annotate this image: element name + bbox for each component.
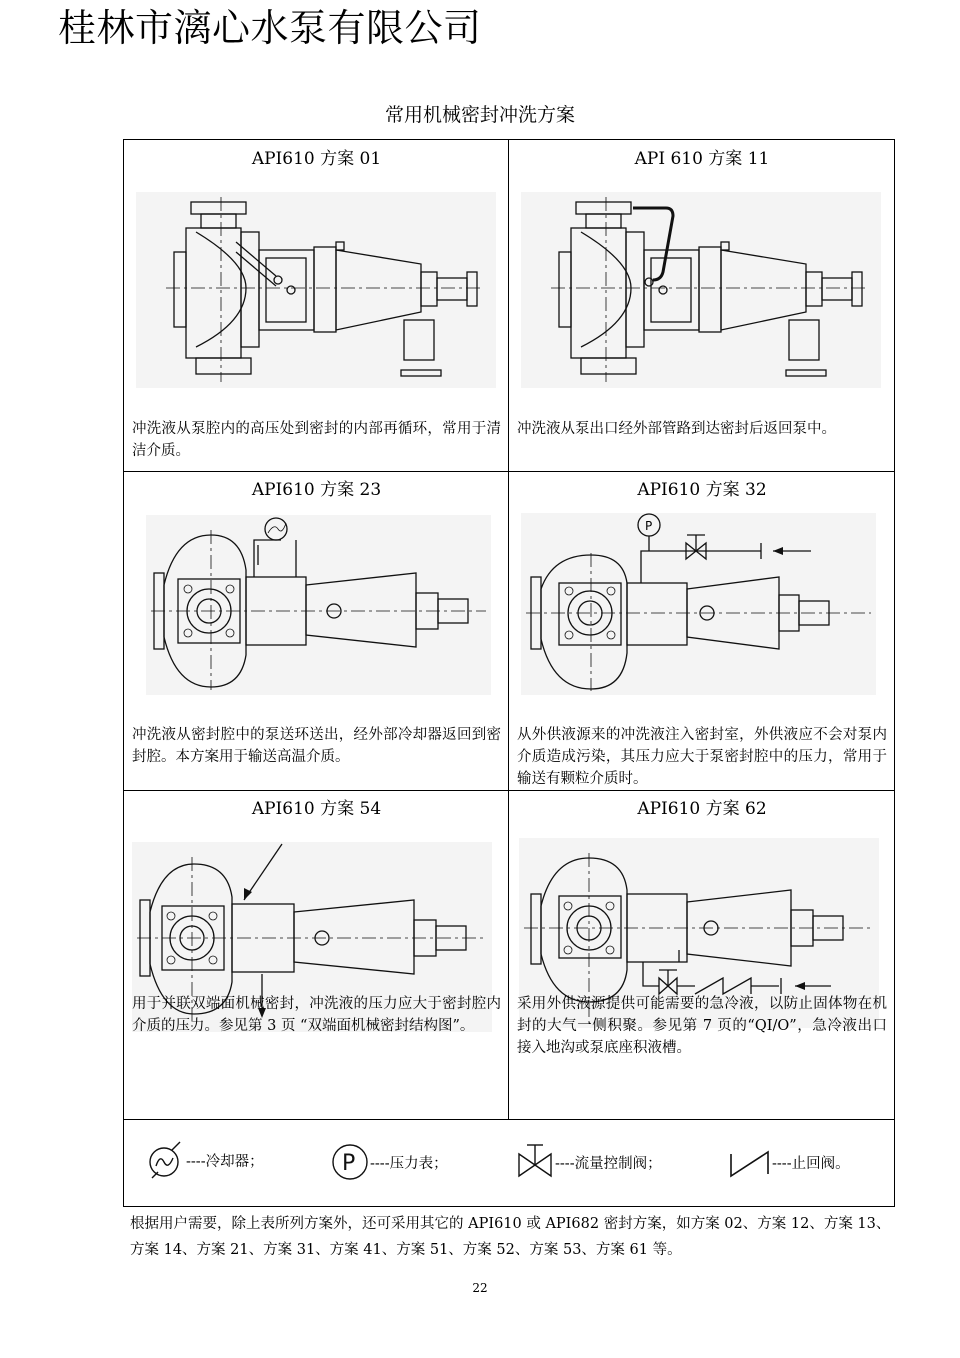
plan-cell-01 xyxy=(124,140,509,471)
legend-cooler xyxy=(146,1140,264,1180)
footnote: 根据用户需要，除上表所列方案外，还可采用其它的 API610 或 API682 密封方案，如方案 02、方案 12、方案 13、方案 14、方案 21、方案 31、方案 41、方案 51、方案 52、方案 53、方案 61 等。 xyxy=(130,1216,891,1258)
plan-description: 用于并联双端面机械密封，冲洗液的压力应大于密封腔内介质的压力。参见第 3 页 “双端面机械密封结构图”。 xyxy=(132,996,501,1034)
company-name: 桂林市漓心水泵有限公司 xyxy=(58,6,482,50)
legend-label: ----止回阀。 xyxy=(772,1155,850,1172)
plan-cell-62 xyxy=(509,790,895,1119)
plan-cell-54 xyxy=(124,790,509,1119)
plan-description: 从外供液源来的冲洗液注入密封室，外供液应不会对泵内介质造成污染，其压力应大于泵密封腔中的压力，常用于输送有颗粒介质时。 xyxy=(517,727,887,787)
plan-cell-32 xyxy=(509,471,895,790)
plan-title: API610 方案 23 xyxy=(251,480,382,500)
plan-cell-23 xyxy=(124,471,509,790)
check-valve-icon xyxy=(728,1142,772,1182)
plan-cell-11 xyxy=(509,140,895,471)
pump-diagram-plan-32 xyxy=(521,513,876,695)
svg-text:P: P xyxy=(342,1151,356,1176)
page-number: 22 xyxy=(472,1281,488,1295)
plan-description: 冲洗液从密封腔中的泵送环送出，经外部冷却器返回到密封腔。本方案用于输送高温介质。 xyxy=(132,727,501,765)
pressure-gauge-icon xyxy=(330,1142,370,1182)
legend-flow-control-valve xyxy=(515,1142,662,1182)
plan-description: 采用外供液源提供可能需要的急冷液，以防止固体物在机封的大气一侧积聚。参见第 7 页的“QI/O”，急冷液出口接入地沟或泵底座积液槽。 xyxy=(517,996,887,1056)
pump-diagram-plan-23 xyxy=(146,515,491,695)
legend-label: ----流量控制阀； xyxy=(555,1155,662,1172)
plan-title: API 610 方案 11 xyxy=(634,149,770,169)
legend-pressure-gauge xyxy=(330,1142,448,1182)
plan-description: 冲洗液从泵出口经外部管路到达密封后返回泵中。 xyxy=(517,421,836,437)
plan-description: 冲洗液从泵腔内的高压处到密封的内部再循环，常用于清洁介质。 xyxy=(132,421,501,459)
page-title: 常用机械密封冲洗方案 xyxy=(384,104,575,126)
row-divider xyxy=(124,1119,894,1120)
plan-title: API610 方案 32 xyxy=(637,480,767,500)
svg-text:P: P xyxy=(645,519,653,533)
flush-plans-table xyxy=(123,139,895,1207)
plan-title: API610 方案 54 xyxy=(251,799,382,819)
legend-label: ----冷却器； xyxy=(186,1153,264,1170)
cooler-icon xyxy=(146,1140,186,1180)
legend-label: ----压力表； xyxy=(370,1155,448,1172)
legend-check-valve xyxy=(728,1142,850,1182)
pump-diagram-plan-01 xyxy=(136,192,496,388)
plan-title: API610 方案 62 xyxy=(637,799,767,819)
plan-title: API610 方案 01 xyxy=(251,149,382,169)
pump-diagram-plan-11 xyxy=(521,192,881,388)
flow-control-valve-icon xyxy=(515,1142,555,1182)
